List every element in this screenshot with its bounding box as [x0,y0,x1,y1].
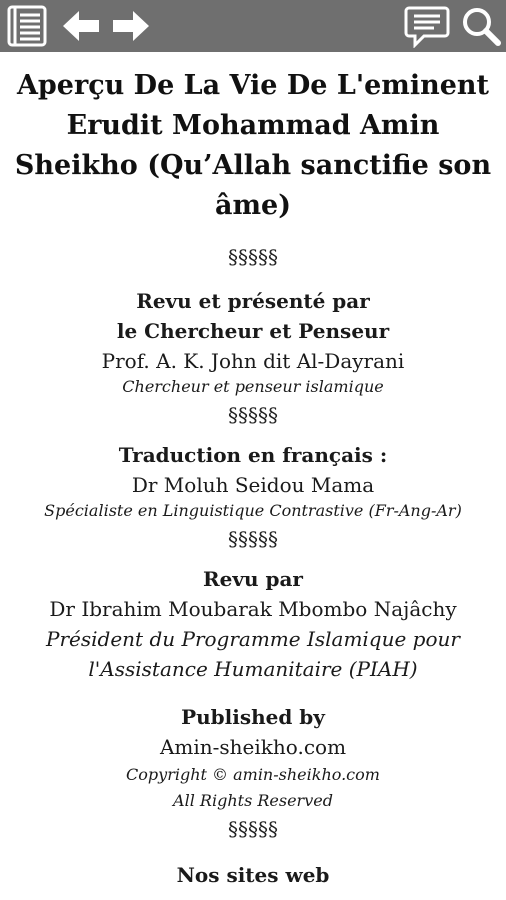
sites-heading: Nos sites web [176,863,330,887]
translator-role: Spécialiste en Linguistique Contrastive (Fr-Ang-Ar) [44,501,462,520]
reviser-role-line1: Président du Programme Islamique pour [46,627,460,651]
review-heading-line2: le Chercheur et Penseur [116,319,390,343]
notes-icon [404,4,450,48]
search-button[interactable] [456,0,506,52]
page-title: Aperçu De La Vie De L'eminent Erudit Mohammad Amin Sheikho (Qu’Allah sanctifie son âme) [14,70,492,221]
back-button[interactable] [58,0,104,52]
published-heading: Published by [181,705,325,729]
back-arrow-icon [61,8,101,44]
publisher-site: Amin-sheikho.com [159,735,347,759]
toc-icon [5,4,49,48]
section-separator: §§§§§ [228,527,278,551]
rights-text: All Rights Reserved [173,791,333,810]
review-heading-line1: Revu et présenté par [136,289,370,313]
revised-heading: Revu par [203,567,303,591]
copyright-text: Copyright © amin-sheikho.com [126,765,380,784]
reviser-name: Dr Ibrahim Moubarak Mbombo Najâchy [49,597,457,621]
translator-name: Dr Moluh Seidou Mama [131,473,375,497]
reviser-role-line2: l'Assistance Humanitaire (PIAH) [88,657,418,681]
reviewer-name: Prof. A. K. John dit Al-Dayrani [101,349,405,373]
document-content[interactable] [0,52,506,900]
forward-button[interactable] [108,0,154,52]
translation-heading: Traduction en français : [118,443,388,467]
reviewer-role: Chercheur et penseur islamique [122,377,384,396]
section-separator: §§§§§ [228,245,278,269]
notes-button[interactable] [402,0,452,52]
search-icon [460,5,502,47]
toolbar [0,0,506,52]
forward-arrow-icon [111,8,151,44]
toc-button[interactable] [2,0,52,52]
section-separator: §§§§§ [228,403,278,427]
section-separator: §§§§§ [228,817,278,841]
